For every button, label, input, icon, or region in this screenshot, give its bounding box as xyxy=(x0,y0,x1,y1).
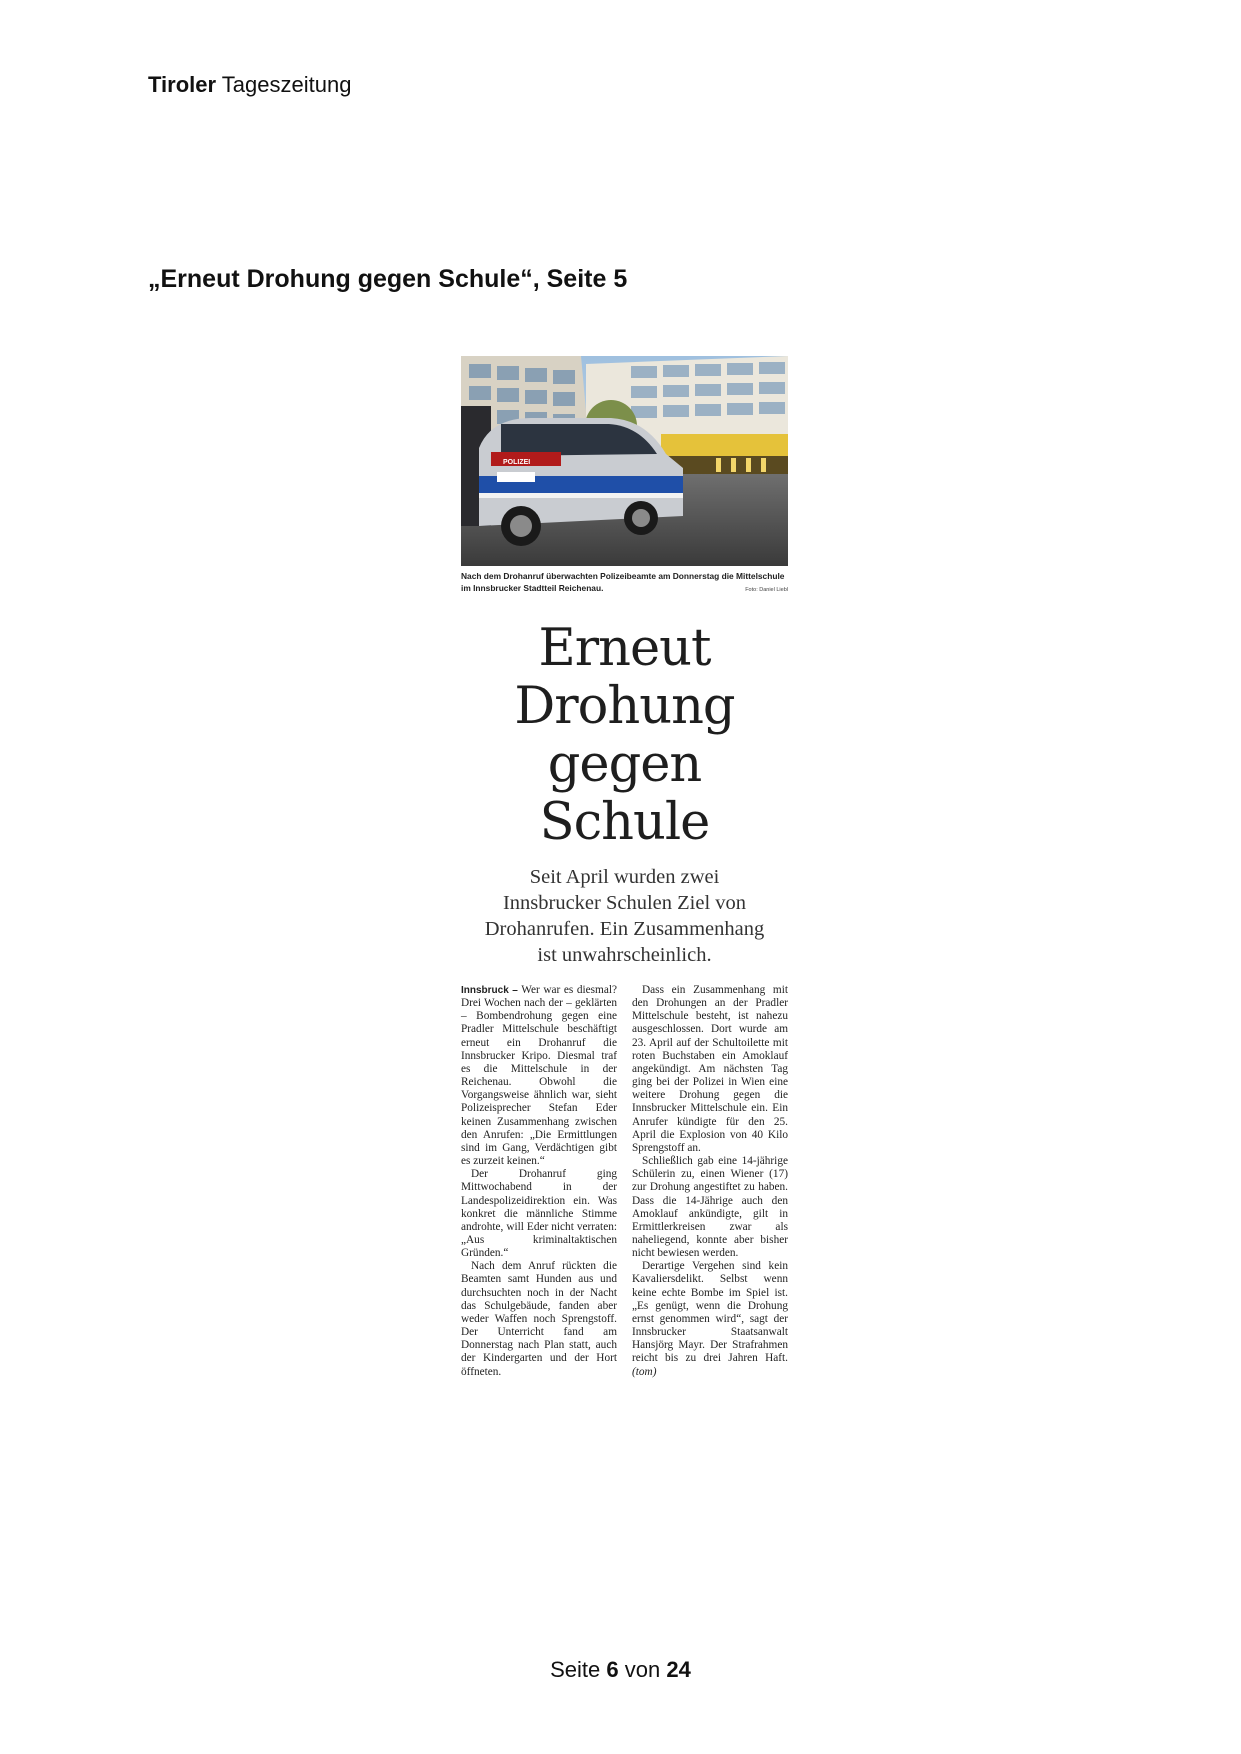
paragraph: Dass ein Zusammenhang mit den Drohungen an der Pradler Mittelschule besteht, ist nahezu ausgeschlossen. Dort wurde am 23. April auf der Schultoilette mit roten Buchstaben ein Amoklauf angekündigt. Am nächsten Tag ging bei der Polizei in Wien eine weitere Drohung gegen die Innsbrucker Mittelschule ein. Ein Anrufer kündigte für den 25. April die Explosion von 40 Kilo Sprengstoff an. xyxy=(632,984,788,1154)
headline-line: gegen Schule xyxy=(539,735,710,852)
article-body xyxy=(461,984,788,1379)
caption-text: Nach dem Drohanruf überwachten Polizeibeamte am Donnerstag die Mittelschule im Innsbrucker Stadtteil Reichenau. xyxy=(461,571,785,593)
current-page: 6 xyxy=(606,1657,619,1682)
article-subheadline xyxy=(461,864,788,968)
subheadline-line: ist unwahrscheinlich. xyxy=(537,944,712,966)
footer-prefix: Seite xyxy=(550,1657,601,1682)
publication-header xyxy=(148,72,351,98)
brand-bold: Tiroler xyxy=(148,72,217,97)
article-photo xyxy=(461,356,788,566)
police-car-school-photo xyxy=(461,356,788,566)
photo-caption xyxy=(461,570,788,594)
headline-line: Drohung xyxy=(514,677,735,736)
subheadline-line: Drohanrufen. Ein Zusammenhang xyxy=(484,918,765,940)
page-footer xyxy=(0,1657,1241,1683)
article-headline xyxy=(461,620,788,852)
clip-title: „Erneut Drohung gegen Schule“, Seite 5 xyxy=(148,265,628,293)
article-column-left xyxy=(461,984,617,1379)
total-pages: 24 xyxy=(666,1657,691,1682)
dateline: Innsbruck – xyxy=(461,985,518,996)
paragraph: Innsbruck – Wer war es diesmal? Drei Wochen nach der – geklärten – Bombendrohung gegen eine Pradler Mittelschule beschäftigt erneut ein Drohanruf die Innsbrucker Kripo. Diesmal traf es die Mittelschule in der Reichenau. Obwohl die Vorgangsweise ähnlich war, sieht Polizeisprecher Stefan Eder keinen Zusammenhang zwischen den Anrufen: „Die Ermittlungen sind im Gang, Verdächtigen gibt es zurzeit keinen.“ xyxy=(461,984,617,1168)
author-signature: (tom) xyxy=(632,1365,657,1378)
footer-sep: von xyxy=(624,1657,661,1682)
brand-regular: Tageszeitung xyxy=(221,72,352,97)
paragraph: Schließlich gab eine 14-jährige Schülerin zu, einen Wiener (17) zur Drohung angestiftet zu haben. Dass die 14-Jährige auch den Amoklauf ankündigte, gilt in Ermittlerkreisen zwar als naheliegend, konnte aber bisher nicht bewiesen werden. xyxy=(632,1155,788,1260)
subheadline-line: Seit April wurden zwei xyxy=(529,866,720,888)
headline-line: Erneut xyxy=(538,619,711,678)
article-column-right xyxy=(632,984,788,1379)
paragraph: Nach dem Anruf rückten die Beamten samt Hunden aus und durchsuchten noch in der Nacht das Schulgebäude, fanden aber weder Waffen noch Sprengstoff. Der Unterricht fand am Donnerstag nach Plan statt, auch der Kindergarten und der Hort öffneten. xyxy=(461,1260,617,1378)
paragraph: Der Drohanruf ging Mittwochabend in der Landespolizeidirektion ein. Was konkret die männliche Stimme androhte, will Eder nicht verraten: „Aus kriminaltaktischen Gründen.“ xyxy=(461,1168,617,1260)
car-label: POLIZEI xyxy=(503,459,531,466)
subheadline-line: Innsbrucker Schulen Ziel von xyxy=(502,892,747,914)
article-clipping xyxy=(461,356,788,1379)
paragraph: Derartige Vergehen sind kein Kavaliersdelikt. Selbst wenn keine echte Bombe im Spiel ist. „Es genügt, wenn die Drohung ernst genommen wird“, sagt der Innsbrucker Staatsanwalt Hansjörg Mayr. Der Strafrahmen reicht bis zu drei Jahren Haft. (tom) xyxy=(632,1260,788,1378)
photo-credit: Foto: Daniel Liebl xyxy=(745,587,788,593)
